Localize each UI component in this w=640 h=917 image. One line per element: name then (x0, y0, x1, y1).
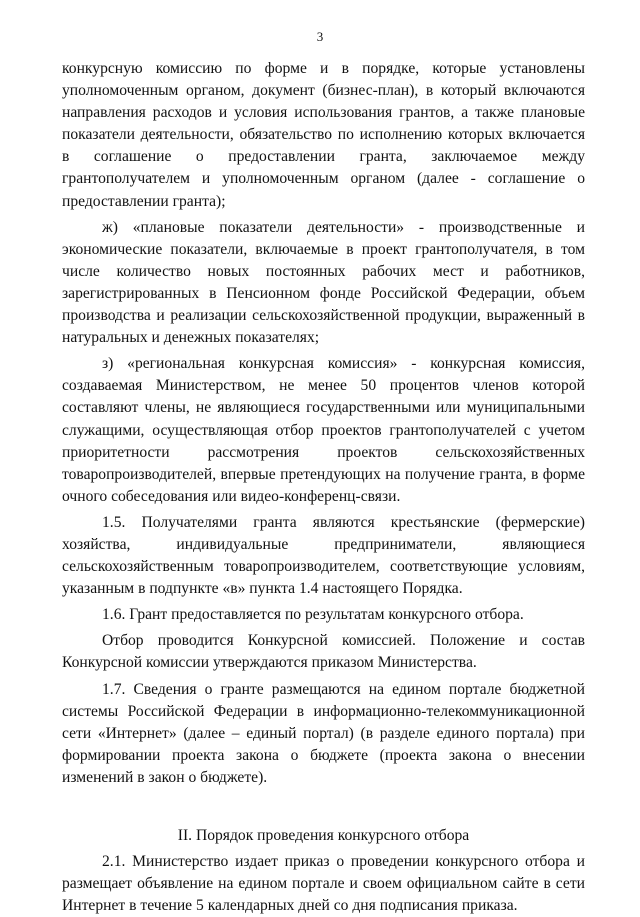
paragraph-1-6: 1.6. Грант предоставляется по результатам конкурсного отбора. (102, 606, 524, 624)
paragraph-item-z: з) «региональная конкурсная комиссия» - конкурсная комиссия, создаваемая Министерством, не менее 50 процентов членов которой составляют члены, не являющиеся государственными или муниципальными служащими, осуществляющая отбор проектов грантополучателей с учетом приоритетности рассмотрения проектов сельскохозяйственных товаропроизводителей, впервые претендующих на получение гранта, в форме очного собеседования или видео-конференц-связи. (62, 355, 585, 505)
paragraph-item-zh: ж) «плановые показатели деятельности» - производственные и экономические показатели, включаемые в проект грантополучателя, в том числе количество новых постоянных рабочих мест и работников, зарегистрированных в Пенсионном фонде Российской Федерации, объем производства и реализации сельскохозяйственной продукции, выраженный в натуральных и денежных показателях; (62, 218, 585, 347)
paragraph-selection: Отбор проводится Конкурсной комиссией. Положение и состав Конкурсной комиссии утверждаются приказом Министерства. (62, 632, 585, 672)
paragraph-continuation: конкурсную комиссию по форме и в порядке, которые установлены уполномоченным органом, документ (бизнес-план), в который включаются направления расходов и условия использования грантов, а также плановые показатели деятельности, обязательство по исполнению которых включается в соглашение о предоставлении гранта, заключаемое между грантополучателем и уполномоченным органом (далее - соглашение о предоставлении гранта); (62, 60, 585, 210)
paragraph-2-1: 2.1. Министерство издает приказ о проведении конкурсного отбора и размещает объявление на едином портале и своем официальном сайте в сети Интернет в течение 5 календарных дней со дня подписания приказа. (62, 853, 585, 915)
document-body (62, 58, 585, 917)
paragraph-1-7: 1.7. Сведения о гранте размещаются на едином портале бюджетной системы Российской Федерации в информационно-телекоммуникационной сети «Интернет» (далее – единый портал) (в разделе единого портала) при формировании проекта закона о бюджете (проекта закона о внесении изменений в закон о бюджете). (62, 680, 585, 786)
section-heading: II. Порядок проведения конкурсного отбора (177, 827, 470, 844)
paragraph-1-5: 1.5. Получателями гранта являются крестьянские (фермерские) хозяйства, индивидуальные предприниматели, являющиеся сельскохозяйственным товаропроизводителем, соответствующие условиям, указанным в подпункте «в» пункта 1.4 настоящего Порядка. (62, 513, 585, 598)
page-number: 3 (316, 29, 324, 44)
